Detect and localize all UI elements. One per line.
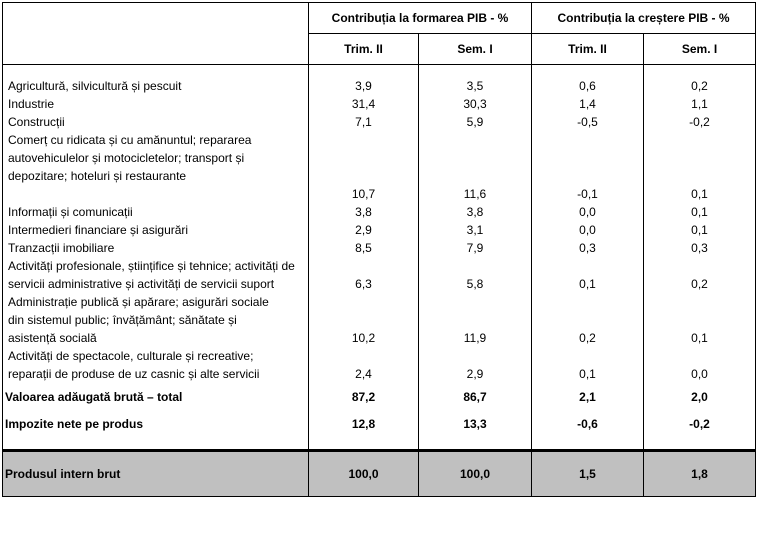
- value-cell: 0,1: [532, 347, 644, 383]
- header-blank-cell: [3, 3, 309, 65]
- header-col-sem1-formation: Sem. I: [419, 34, 532, 65]
- value-cell: 100,0: [419, 451, 532, 497]
- row-label: Comerț cu ridicata și cu amănuntul; repararea autovehiculelor și motocicletelor; transport și depozitare; hoteluri și restaurante: [3, 131, 309, 203]
- value-cell: 1,4: [532, 95, 644, 113]
- value-cell: 0,3: [532, 239, 644, 257]
- header-col-sem1-growth: Sem. I: [644, 34, 756, 65]
- value-cell: 3,8: [309, 203, 419, 221]
- row-label: Activități profesionale, științifice și tehnice; activități de servicii administrative și activități de servicii suport: [3, 257, 309, 293]
- table-row: [3, 293, 756, 347]
- spacer-row: [3, 437, 756, 451]
- value-cell: 0,2: [644, 257, 756, 293]
- header-formation: Contribuția la formarea PIB - %: [309, 3, 532, 34]
- value-cell: 11,6: [419, 131, 532, 203]
- value-cell: 3,9: [309, 77, 419, 95]
- gdp-total-row: [3, 451, 756, 497]
- value-cell: 1,8: [644, 451, 756, 497]
- value-cell: 0,1: [644, 221, 756, 239]
- value-cell: 30,3: [419, 95, 532, 113]
- row-label: Agricultură, silvicultură și pescuit: [3, 77, 309, 95]
- row-label: Activități de spectacole, culturale și recreative; reparații de produse de uz casnic și alte servicii: [3, 347, 309, 383]
- value-cell: 13,3: [419, 411, 532, 437]
- value-cell: 86,7: [419, 383, 532, 411]
- value-cell: 2,4: [309, 347, 419, 383]
- row-label: Tranzacții imobiliare: [3, 239, 309, 257]
- net-taxes-label: Impozite nete pe produs: [3, 411, 309, 437]
- value-cell: 11,9: [419, 293, 532, 347]
- value-cell: 3,5: [419, 77, 532, 95]
- value-cell: 7,9: [419, 239, 532, 257]
- value-cell: 0,2: [644, 77, 756, 95]
- value-cell: 0,1: [644, 131, 756, 203]
- value-cell: 0,0: [644, 347, 756, 383]
- value-cell: 10,7: [309, 131, 419, 203]
- table-row: [3, 221, 756, 239]
- value-cell: 0,1: [644, 203, 756, 221]
- row-label: Administrație publică și apărare; asigurări sociale din sistemul public; învățământ; sănătate și asistență socială: [3, 293, 309, 347]
- table-row: [3, 203, 756, 221]
- value-cell: 3,8: [419, 203, 532, 221]
- row-label: Construcții: [3, 113, 309, 131]
- value-cell: -0,2: [644, 113, 756, 131]
- value-cell: 0,0: [532, 203, 644, 221]
- spacer-row: [3, 65, 756, 78]
- value-cell: 8,5: [309, 239, 419, 257]
- table-row: [3, 239, 756, 257]
- value-cell: 3,1: [419, 221, 532, 239]
- value-cell: 5,8: [419, 257, 532, 293]
- value-cell: -0,6: [532, 411, 644, 437]
- gva-total-label: Valoarea adăugată brută – total: [3, 383, 309, 411]
- value-cell: 2,0: [644, 383, 756, 411]
- table-row: [3, 257, 756, 293]
- value-cell: -0,1: [532, 131, 644, 203]
- header-group-row: [3, 3, 756, 34]
- table-row: [3, 95, 756, 113]
- value-cell: 100,0: [309, 451, 419, 497]
- gdp-contribution-table: [2, 2, 756, 497]
- value-cell: 5,9: [419, 113, 532, 131]
- gva-total-row: [3, 383, 756, 411]
- value-cell: 0,3: [644, 239, 756, 257]
- header-growth: Contribuția la creștere PIB - %: [532, 3, 756, 34]
- value-cell: -0,5: [532, 113, 644, 131]
- value-cell: 2,1: [532, 383, 644, 411]
- header-col-trim2-formation: Trim. II: [309, 34, 419, 65]
- row-label: Industrie: [3, 95, 309, 113]
- table-row: [3, 347, 756, 383]
- value-cell: -0,2: [644, 411, 756, 437]
- value-cell: 7,1: [309, 113, 419, 131]
- value-cell: 1,5: [532, 451, 644, 497]
- value-cell: 87,2: [309, 383, 419, 411]
- row-label: Intermedieri financiare și asigurări: [3, 221, 309, 239]
- table-row: [3, 77, 756, 95]
- value-cell: 6,3: [309, 257, 419, 293]
- value-cell: 1,1: [644, 95, 756, 113]
- gdp-total-label: Produsul intern brut: [3, 451, 309, 497]
- value-cell: 0,6: [532, 77, 644, 95]
- table-row: [3, 113, 756, 131]
- value-cell: 0,0: [532, 221, 644, 239]
- value-cell: 2,9: [419, 347, 532, 383]
- row-label: Informații și comunicații: [3, 203, 309, 221]
- value-cell: 0,1: [532, 257, 644, 293]
- value-cell: 2,9: [309, 221, 419, 239]
- value-cell: 0,2: [532, 293, 644, 347]
- value-cell: 10,2: [309, 293, 419, 347]
- net-taxes-row: [3, 411, 756, 437]
- value-cell: 0,1: [644, 293, 756, 347]
- value-cell: 12,8: [309, 411, 419, 437]
- table-row: [3, 131, 756, 203]
- header-col-trim2-growth: Trim. II: [532, 34, 644, 65]
- value-cell: 31,4: [309, 95, 419, 113]
